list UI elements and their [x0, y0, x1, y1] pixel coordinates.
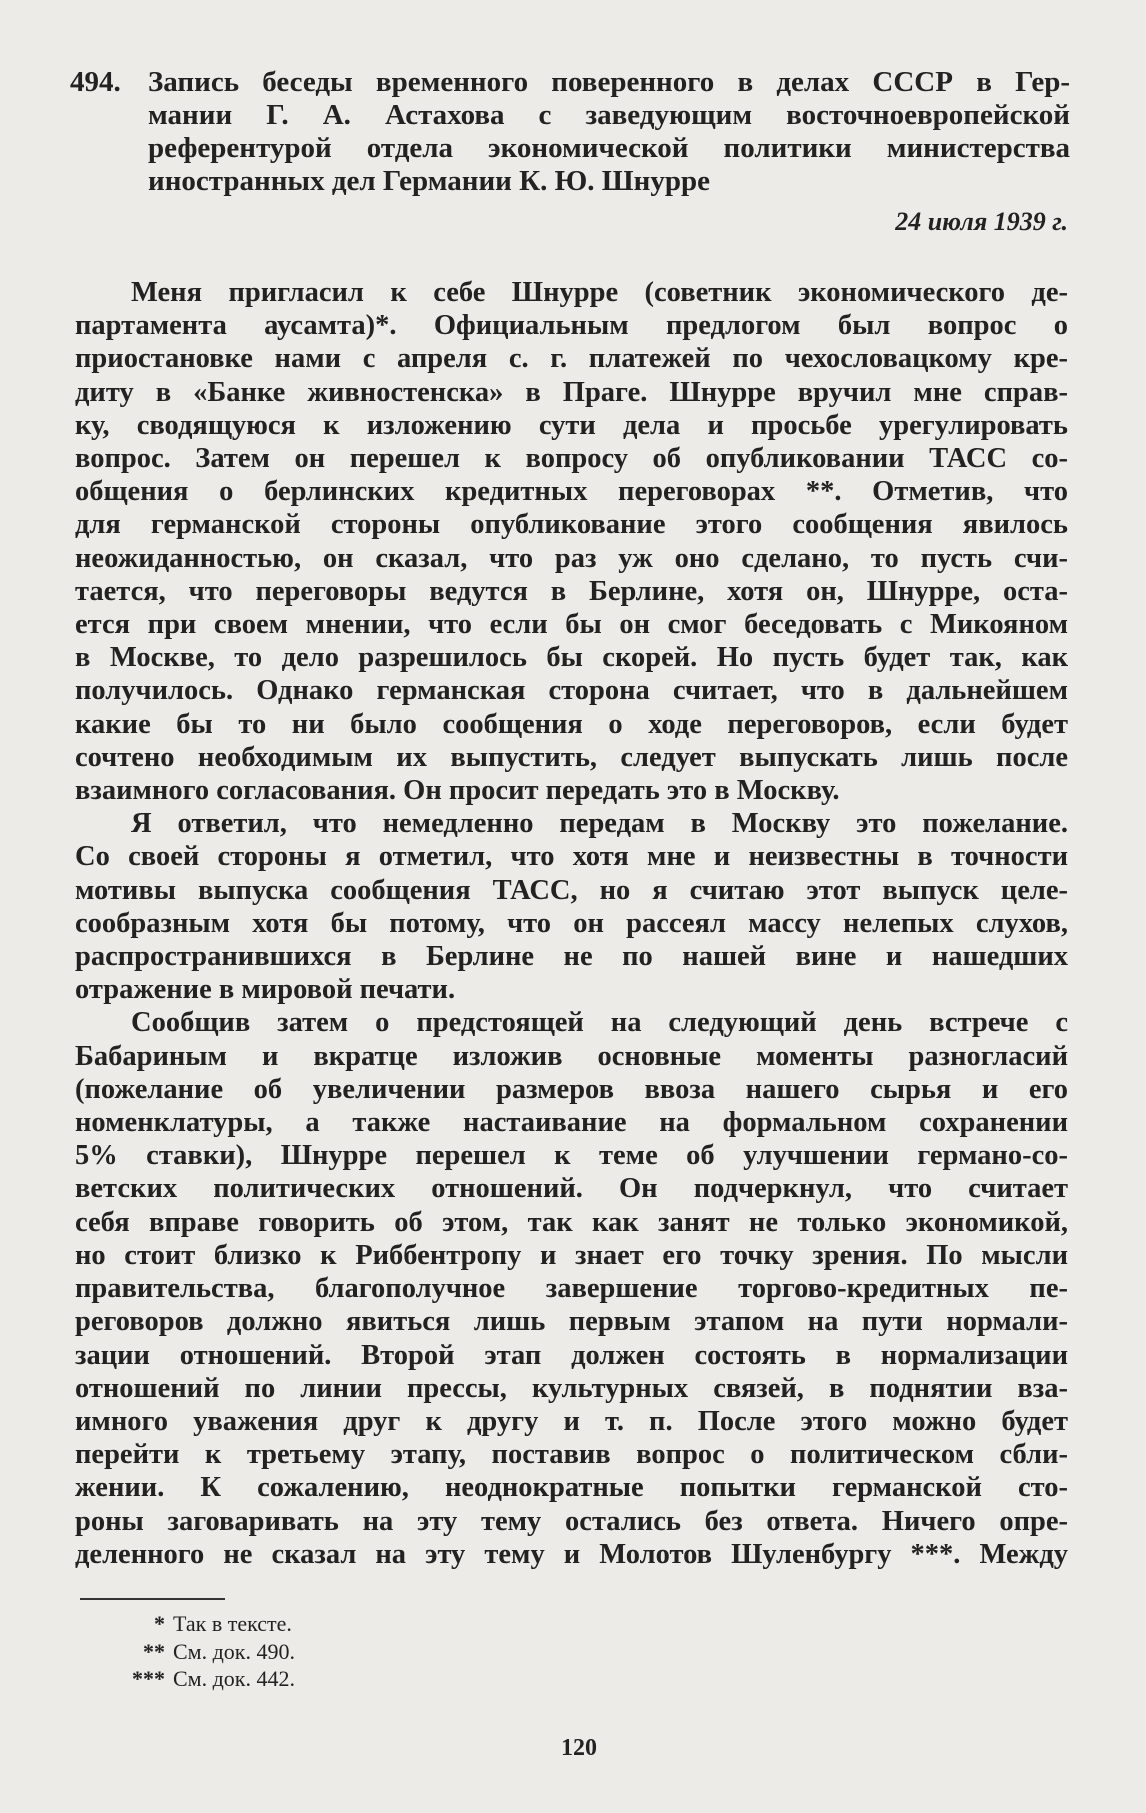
title-line: иностранных дел Германии К. Ю. Шнурре	[148, 165, 710, 197]
paragraph	[75, 276, 1068, 807]
footnote-mark: *	[154, 1611, 165, 1636]
text-line: Сообщив затем о предстоящей на следующий день встрече с	[131, 1007, 1068, 1039]
title-line: мании Г. А. Астахова с заведующим восточноевропейской	[148, 99, 1070, 131]
text-line: получилось. Однако германская сторона считает, что в дальнейшем	[75, 675, 1068, 707]
text-line: перейти к третьему этапу, поставив вопрос о политическом сбли-	[75, 1439, 1068, 1471]
footnote-text: Так в тексте.	[173, 1611, 292, 1636]
text-line: отражение в мировой печати.	[75, 974, 456, 1006]
text-line: но стоит близко к Риббентропу и знает его точку зрения. По мысли	[75, 1239, 1068, 1271]
footnote-text: См. док. 442.	[173, 1666, 295, 1691]
text-line: деленного не сказал на эту тему и Молотов Шуленбургу ***. Между	[75, 1538, 1068, 1570]
text-line: сообразным хотя бы потому, что он рассеял массу нелепых слухов,	[75, 907, 1068, 939]
title-line: референтурой отдела экономической политики министерства	[148, 132, 1070, 164]
text-line: Со своей стороны я отметил, что хотя мне и неизвестны в точности	[75, 841, 1068, 873]
text-line: партамента аусамта)*. Официальным предлогом был вопрос о	[75, 310, 1068, 342]
footnote	[90, 1610, 295, 1638]
text-line: отношений по линии прессы, культурных связей, в поднятии вза-	[75, 1372, 1068, 1404]
text-line: тается, что переговоры ведутся в Берлине, хотя он, Шнурре, оста-	[75, 575, 1068, 607]
text-line: жении. К сожалению, неоднократные попытки германской сто-	[75, 1472, 1068, 1504]
text-line: сочтено необходимым их выпустить, следует выпускать лишь после	[75, 741, 1068, 773]
title-line: Запись беседы временного поверенного в делах СССР в Гер-	[148, 66, 1070, 98]
text-line: ветских политических отношений. Он подчеркнул, что считает	[75, 1173, 1068, 1205]
footnote	[90, 1665, 295, 1693]
text-line: номенклатуры, а также настаивание на формальном сохранении	[75, 1107, 1068, 1139]
document-number: 494.	[70, 66, 121, 98]
footnote	[90, 1638, 295, 1666]
text-line: зации отношений. Второй этап должен состоять в нормализации	[75, 1339, 1068, 1371]
text-line: в Москве, то дело разрешилось бы скорей. Но пусть будет так, как	[75, 642, 1068, 674]
text-line: имного уважения друг к другу и т. п. После этого можно будет	[75, 1405, 1068, 1437]
paragraph	[75, 1006, 1068, 1570]
footnote-mark: ***	[132, 1666, 165, 1691]
text-line: для германской стороны опубликование этого сообщения явилось	[75, 509, 1068, 541]
text-line: вопрос. Затем он перешел к вопросу об опубликовании ТАСС со-	[75, 443, 1068, 475]
text-line: роны заговаривать на эту тему остались без ответа. Ничего опре-	[75, 1505, 1068, 1537]
text-line: 5% ставки), Шнурре перешел к теме об улучшении германо-со-	[75, 1140, 1068, 1172]
text-line: себя вправе говорить об этом, так как занят не только экономикой,	[75, 1206, 1068, 1238]
text-line: неожиданностью, он сказал, что раз уж оно сделано, то пусть счи-	[75, 542, 1068, 574]
text-line: ку, сводящуюся к изложению сути дела и просьбе урегулировать	[75, 409, 1068, 441]
text-line: реговоров должно явиться лишь первым этапом на пути нормали-	[75, 1306, 1068, 1338]
text-line: распространившихся в Берлине не по нашей вине и нашедших	[75, 941, 1068, 973]
text-line: взаимного согласования. Он просит передать это в Москву.	[75, 775, 840, 807]
text-line: Меня пригласил к себе Шнурре (советник экономического де-	[131, 277, 1068, 308]
page-number: 120	[561, 1735, 597, 1761]
text-line: приостановке нами с апреля с. г. платежей по чехословацкому кре-	[75, 343, 1068, 375]
text-line: (пожелание об увеличении размеров ввоза нашего сырья и его	[75, 1073, 1068, 1105]
footnotes	[90, 1610, 295, 1693]
document-heading	[70, 66, 1070, 198]
text-line: мотивы выпуска сообщения ТАСС, но я считаю этот выпуск целе-	[75, 874, 1068, 906]
text-line: общения о берлинских кредитных переговорах **. Отметив, что	[75, 476, 1068, 508]
document-date: 24 июля 1939 г.	[895, 207, 1068, 236]
text-line: какие бы то ни было сообщения о ходе переговоров, если будет	[75, 708, 1068, 740]
text-line: ется при своем мнении, что если бы он смог беседовать с Микояном	[75, 609, 1068, 641]
document-body	[75, 276, 1068, 1571]
text-line: правительства, благополучное завершение торгово-кредитных пе-	[75, 1273, 1068, 1305]
footnote-divider	[80, 1598, 225, 1600]
footnote-mark: **	[143, 1638, 165, 1664]
footnote-text: См. док. 490.	[173, 1638, 295, 1664]
paragraph	[75, 807, 1068, 1006]
text-line: диту в «Банке живностенска» в Праге. Шнурре вручил мне справ-	[75, 376, 1068, 408]
text-line: Я ответил, что немедленно передам в Москву это пожелание.	[131, 808, 1068, 840]
text-line: Бабариным и вкратце изложив основные моменты разногласий	[75, 1040, 1068, 1072]
